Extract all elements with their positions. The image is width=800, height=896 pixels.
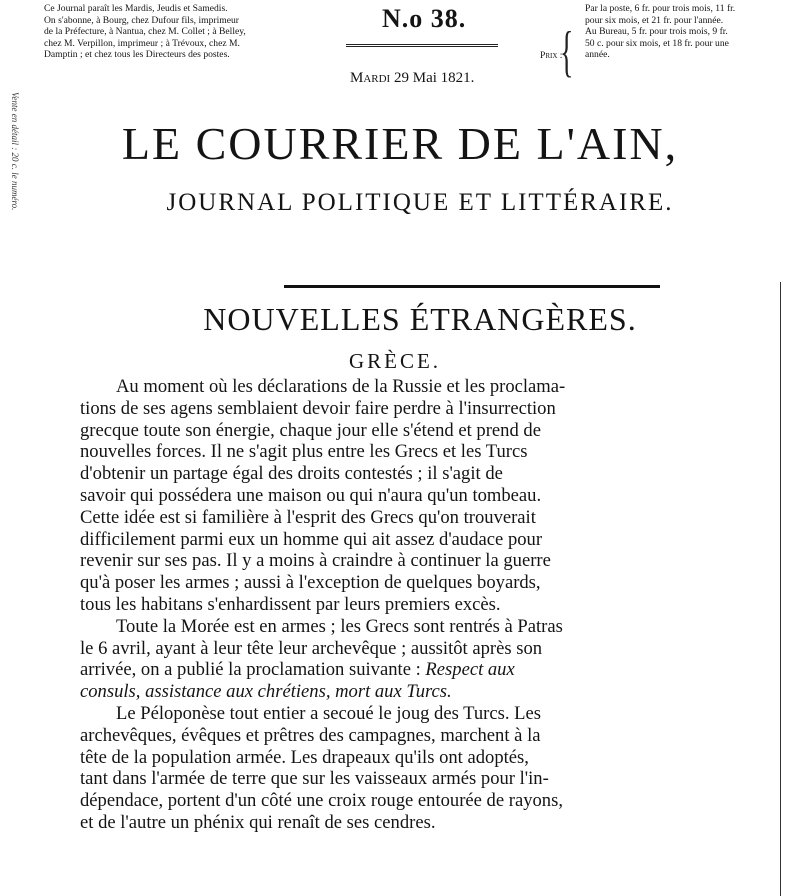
article-line: dépendace, portent d'un côté une croix rouge entourée de rayons, — [80, 790, 563, 812]
article-line: Le Péloponèse tout entier a secoué le joug des Turcs. Les — [116, 702, 541, 724]
subscription-info — [44, 3, 344, 61]
price-line: pour six mois, et 21 fr. pour l'année. — [585, 14, 724, 26]
issue-number: N.o 38. — [382, 4, 467, 33]
newspaper-title: LE COURRIER DE L'AIN, — [121, 118, 679, 169]
article-line: qu'à poser les armes ; aussi à l'exception de quelques boyards, — [80, 572, 541, 594]
newspaper-subtitle: JOURNAL POLITIQUE ET LITTÉRAIRE. — [166, 189, 674, 216]
article-line — [80, 659, 772, 681]
price-line: 50 c. pour six mois, et 18 fr. pour une — [585, 37, 729, 49]
article-line: tant dans l'armée de terre que sur les vaisseaux armés pour l'in- — [80, 768, 549, 790]
article-line: revenir sur ses pas. Il y a moins à craindre à continuer la guerre — [80, 550, 551, 572]
article-line: tions de ses agens semblaient devoir faire perdre à l'insurrection — [80, 397, 556, 419]
price-label: Prix : — [540, 50, 563, 61]
price-line: Par la poste, 6 fr. pour trois mois, 11 fr. — [585, 3, 736, 14]
article-line: archevêques, évêques et prêtres des campagnes, marchent à la — [80, 724, 541, 746]
subscription-line: chez M. Verpillon, imprimeur ; à Trévoux, chez M. — [44, 37, 240, 49]
article-text: arrivée, on a publié la proclamation suivante : — [80, 659, 421, 681]
article-line: Au moment où les déclarations de la Russie et les proclama- — [116, 376, 566, 397]
subscription-line: Ce Journal paraît les Mardis, Jeudis et Samedis. — [44, 3, 228, 14]
subscription-line: On s'abonne, à Bourg, chez Dufour fils, imprimeur — [44, 14, 239, 26]
article-line: savoir qui possédera une maison ou qui n'aura qu'un tombeau. — [80, 484, 542, 506]
issue-date — [350, 70, 510, 87]
price-info — [585, 3, 797, 61]
section-divider — [284, 285, 660, 288]
country-heading: GRÈCE. — [348, 349, 442, 373]
article-body — [80, 376, 772, 834]
proclamation-quote: Respect aux — [425, 659, 515, 681]
article-line: d'obtenir un partage égal des droits contestés ; il s'agit de — [80, 463, 503, 485]
proclamation-quote: consuls, assistance aux chrétiens, mort aux Turcs. — [80, 681, 452, 703]
issue-rule — [346, 46, 498, 47]
section-title: NOUVELLES ÉTRANGÈRES. — [203, 301, 637, 337]
issue-rule — [346, 44, 498, 45]
price-line: Au Bureau, 5 fr. pour trois mois, 9 fr. — [585, 26, 728, 37]
article-line: grecque toute son énergie, chaque jour elle s'étend et prend de — [80, 419, 541, 441]
brace-glyph: { — [560, 21, 574, 83]
article-line: Cette idée est si familière à l'esprit des Grecs qu'on trouverait — [80, 506, 536, 528]
article-line — [80, 681, 772, 703]
article-line: nouvelles forces. Il ne s'agit plus entre les Grecs et les Turcs — [80, 441, 528, 463]
article-line: Toute la Morée est en armes ; les Grecs sont rentrés à Patras — [116, 615, 563, 637]
article-line: le 6 avril, ayant à leur tête leur archevêque ; aussitôt après son — [80, 637, 543, 659]
subscription-line: de la Préfecture, à Nantua, chez M. Collet ; à Belley, — [44, 26, 246, 37]
article-line: tête de la population armée. Les drapeaux qu'ils ont adoptés, — [80, 746, 529, 768]
column-rule — [780, 282, 781, 896]
subscription-line: Damptin ; et chez tous les Directeurs des postes. — [44, 49, 230, 60]
article-line: tous les habitans s'enhardissent par leurs premiers excès. — [80, 593, 501, 615]
issue-day: Mardi — [350, 70, 391, 86]
article-line: difficilement parmi eux un homme qui ait assez d'audace pour — [80, 528, 543, 550]
price-line: année. — [585, 49, 610, 60]
issue-date-text: 29 Mai 1821. — [393, 70, 475, 86]
price-side-note: Vente en détail : 20 c. le numéro. — [10, 92, 20, 211]
article-line: et de l'autre un phénix qui renaît de ses cendres. — [80, 811, 436, 833]
